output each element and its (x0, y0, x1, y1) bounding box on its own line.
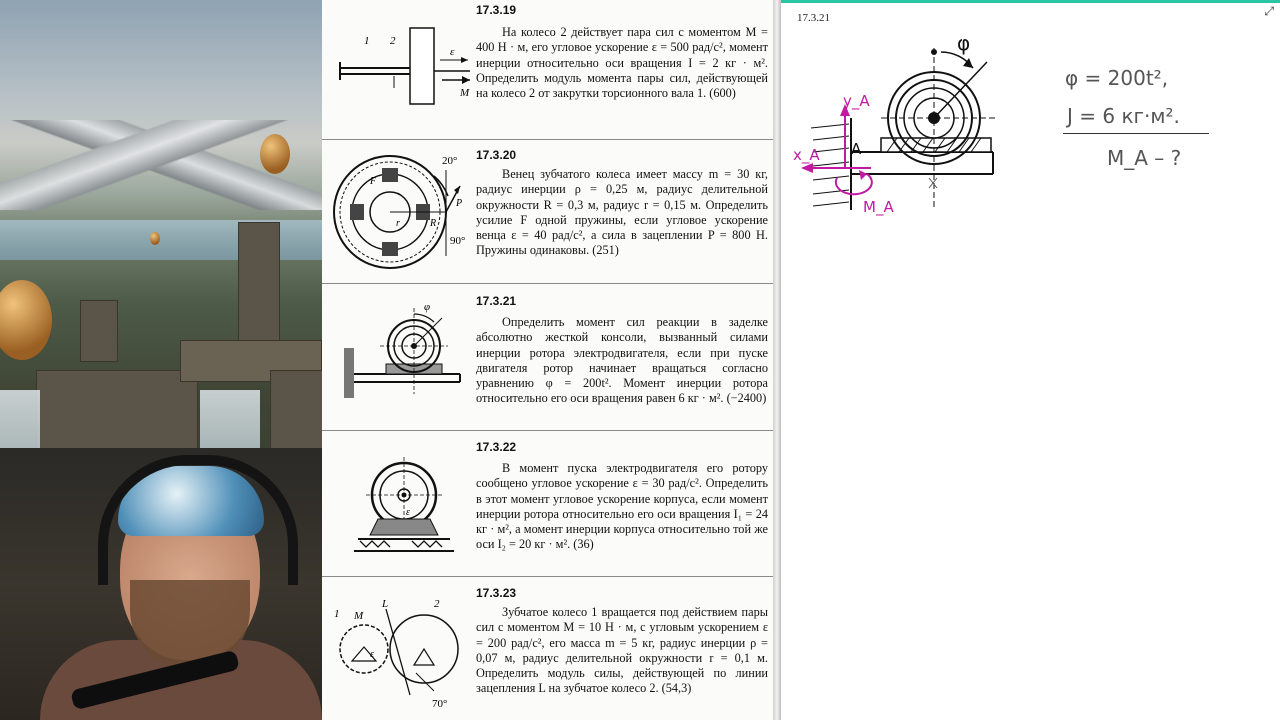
fig-label: 1 (334, 608, 340, 620)
fig-label: M (354, 610, 364, 622)
figure-17-3-20 (330, 146, 476, 276)
castle-tower (80, 300, 118, 362)
fig-label: ε (406, 507, 410, 518)
problem-text: Определить момент сил реакции в заделке абсолютно жесткой консоли, вызванный силами инерции ротора электродвигателя, если при пуске двигателя ротор начинает вращаться согласно уравнению φ = 200t². Момент инерции ротора относительно его оси вращения равен 6 кг · м². (−2400) (476, 315, 768, 406)
problem-text: В момент пуска электродвигателя его ротору сообщено угловое ускорение ε = 30 рад/с². Определить в этот момент угловое ускорение корпуса, если момент инерции ротора относительно его оси вращения I₁ = 24 кг · м², а момент инерции корпуса относительно той же оси I₂ = 20 кг · м². (36) (476, 461, 768, 552)
balloon (0, 280, 52, 360)
problem-text: Венец зубчатого колеса имеет массу m = 30 кг, радиус инерции ρ = 0,25 м, радиус делительной окружности R = 0,3 м, радиус r = 0,15 м. Определить усилие F одной пружины, если угловое ускорение венца ε = 40 рад/с², а сила в зацеплении P = 800 Н. Пружины одинаковы. (251) (476, 167, 768, 258)
whiteboard[interactable] (781, 0, 1280, 720)
balloon (260, 134, 290, 174)
fig-label: ε (450, 46, 455, 58)
problem-17-3-20 (322, 140, 774, 284)
textbook-page (322, 0, 774, 720)
fig-label: 90° (450, 235, 466, 247)
fig-label: R (430, 218, 437, 229)
problem-text: На колесо 2 действует пара сил с моментом M = 400 Н · м, его угловое ускорение ε = 500 рад/с², момент инерции относительно оси вращения I = 2 кг · м². Определить модуль момента пары сил, действующей на колесо 2 от закрутки торсионного вала 1. (600) (476, 25, 768, 101)
figure-17-3-19 (330, 22, 476, 132)
board-diagram (793, 28, 1031, 228)
board-problem-label: 17.3.21 (797, 12, 830, 24)
problem-number: 17.3.21 (476, 294, 517, 308)
problem-17-3-23 (322, 577, 774, 720)
fig-label: r (396, 218, 400, 229)
diagram-label-phi: φ (957, 31, 971, 55)
board-accent-line (781, 0, 1280, 3)
figure-17-3-21 (330, 298, 476, 418)
problem-number: 17.3.23 (476, 586, 517, 600)
fig-label: ε (370, 649, 374, 660)
fig-label: 2 (390, 35, 396, 47)
figure-17-3-23 (330, 595, 476, 715)
fig-label: L (382, 598, 389, 610)
fig-label: 2 (434, 598, 440, 610)
page-gutter (773, 0, 781, 720)
fig-label: P (456, 198, 463, 209)
diagram-label-ya: y_A (843, 92, 870, 110)
fig-label: 20° (442, 155, 458, 167)
problem-number: 17.3.19 (476, 3, 517, 17)
formula-divider (1063, 133, 1209, 134)
find-quantity: M_A – ? (1107, 146, 1182, 170)
problem-number: 17.3.22 (476, 440, 517, 454)
formula-phi: φ = 200t², (1065, 66, 1169, 90)
fig-label: F (370, 176, 377, 187)
problem-17-3-21 (322, 284, 774, 431)
castle-tower (238, 222, 280, 344)
fig-label: φ (424, 301, 431, 313)
diagram-label-ma: M_A (863, 198, 894, 216)
problem-text: Зубчатое колесо 1 вращается под действием пары сил с моментом M = 10 Н · м, с угловым ускорением ε = 200 рад/с², его масса m = 5 кг, радиус инерции ρ = 0,07 м, радиус делительной окружности r = 0,1 м. Определить модуль силы, действующей по линии зацепления L на зубчатое колесо 2. (54,3) (476, 605, 768, 696)
diagram-label-xa: x_A (793, 146, 820, 164)
formula-J: J = 6 кг·м². (1067, 104, 1180, 128)
fig-label: 70° (432, 698, 448, 710)
diagram-label-a: A (851, 140, 862, 158)
fig-label: 1 (364, 35, 370, 47)
figure-17-3-22 (330, 449, 476, 569)
problem-17-3-22 (322, 431, 774, 577)
balloon (150, 232, 160, 245)
expand-icon[interactable]: ⤢ (1264, 4, 1274, 18)
problem-17-3-19 (322, 0, 774, 140)
problem-number: 17.3.20 (476, 148, 517, 162)
fig-label: M (460, 87, 470, 99)
